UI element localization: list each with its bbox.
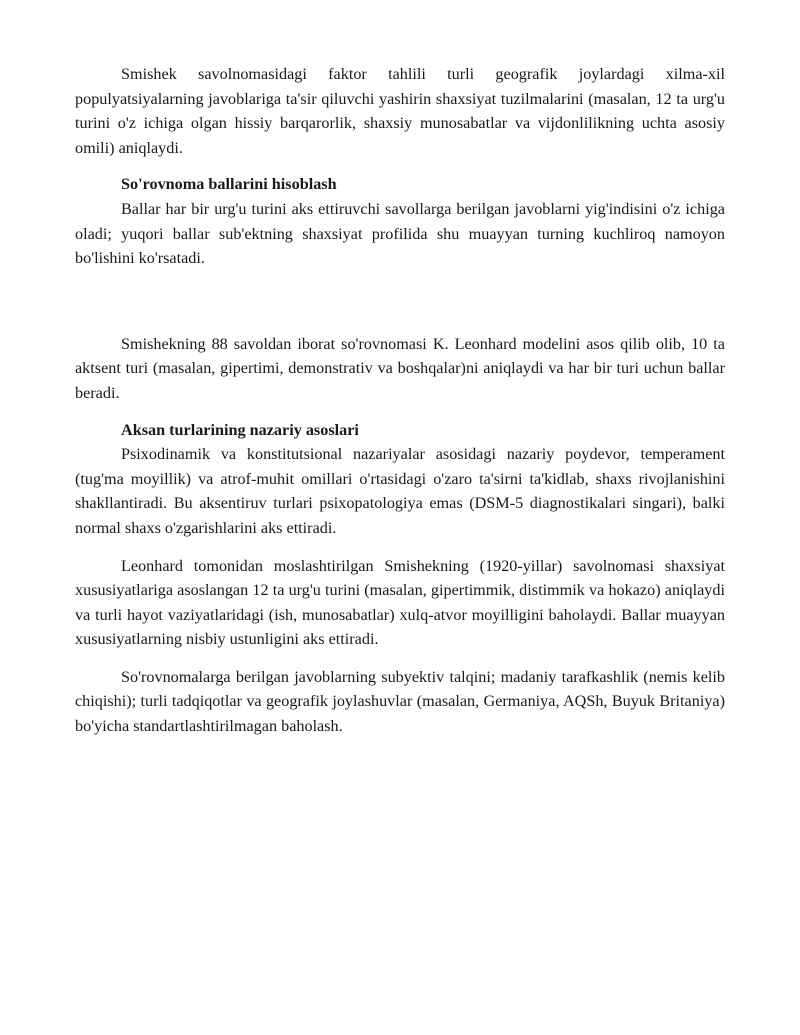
heading-theoretical-basis: Aksan turlarining nazariy asoslari — [121, 420, 359, 439]
paragraph-theory: Psixodinamik va konstitutsional nazariyalar asosidagi nazariy poydevor, temperament (tug'ma moyillik) va atrof-muhit omillari o'rtasidagi o'zaro ta'sirni ta'kidlab, shaxs rivojlanishini shakllantiradi. Bu aksentiruv turlari psixopatologiya emas (DSM-5 diagnostikalari singari), balki normal shaxs o'zgarishlarini aks ettiradi. — [75, 445, 725, 537]
paragraph-factor-analysis: Smishek savolnomasidagi faktor tahlili turli geografik joylardagi xilma-xil populyatsiyalarning javoblariga ta'sir qiluvchi yashirin shaxsiyat tuzilmalarini (masalan, 12 ta urg'u turini o'z ichiga olgan hissiy barqarorlik, shaxsiy munosabatlar va vijdonlilikning uchta asosiy omili) aniqlaydi. — [75, 65, 725, 157]
paragraph-leonhard: Leonhard tomonidan moslashtirilgan Smishekning (1920-yillar) savolnomasi shaxsiyat xususiyatlariga asoslangan 12 ta urg'u turini (masalan, gipertimmik, distimmik va hokazo) aniqlaydi va turli hayot vaziyatlaridagi (ish, munosabatlar) xulq-atvor moyilligini baholaydi. Ballar muayyan xususiyatlarning nisbiy ustunligini aks ettiradi. — [75, 556, 725, 649]
spacer — [75, 541, 725, 554]
spacer — [75, 160, 725, 172]
spacer — [75, 406, 725, 418]
paragraph-88-questions: Smishekning 88 savoldan iborat so'rovnomasi K. Leonhard modelini asos qilib olib, 10 ta aktsent turi (masalan, gipertimi, demonstrativ va boshqalar)ni aniqlaydi va har bir turi uchun ballar beradi. — [75, 334, 725, 402]
heading-score-calculation: So'rovnoma ballarini hisoblash — [121, 175, 337, 194]
paragraph-scoring: Ballar har bir urg'u turini aks ettiruvchi savollarga berilgan javoblarni yig'indisini o'z ichiga oladi; yuqori ballar sub'ektning shaxsiyat profilida shu muayyan turning kuchliroq namoyon bo'lishini ko'rsatadi. — [75, 199, 725, 268]
spacer — [75, 271, 725, 332]
document-page — [75, 62, 725, 739]
paragraph-limitations: So'rovnomalarga berilgan javoblarning subyektiv talqini; madaniy tarafkashlik (nemis kelib chiqishi); turli tadqiqotlar va geografik joylashuvlar (masalan, Germaniya, AQSh, Buyuk Britaniya) bo'yicha standartlashtirilmagan baholash. — [75, 667, 725, 736]
spacer — [75, 652, 725, 665]
